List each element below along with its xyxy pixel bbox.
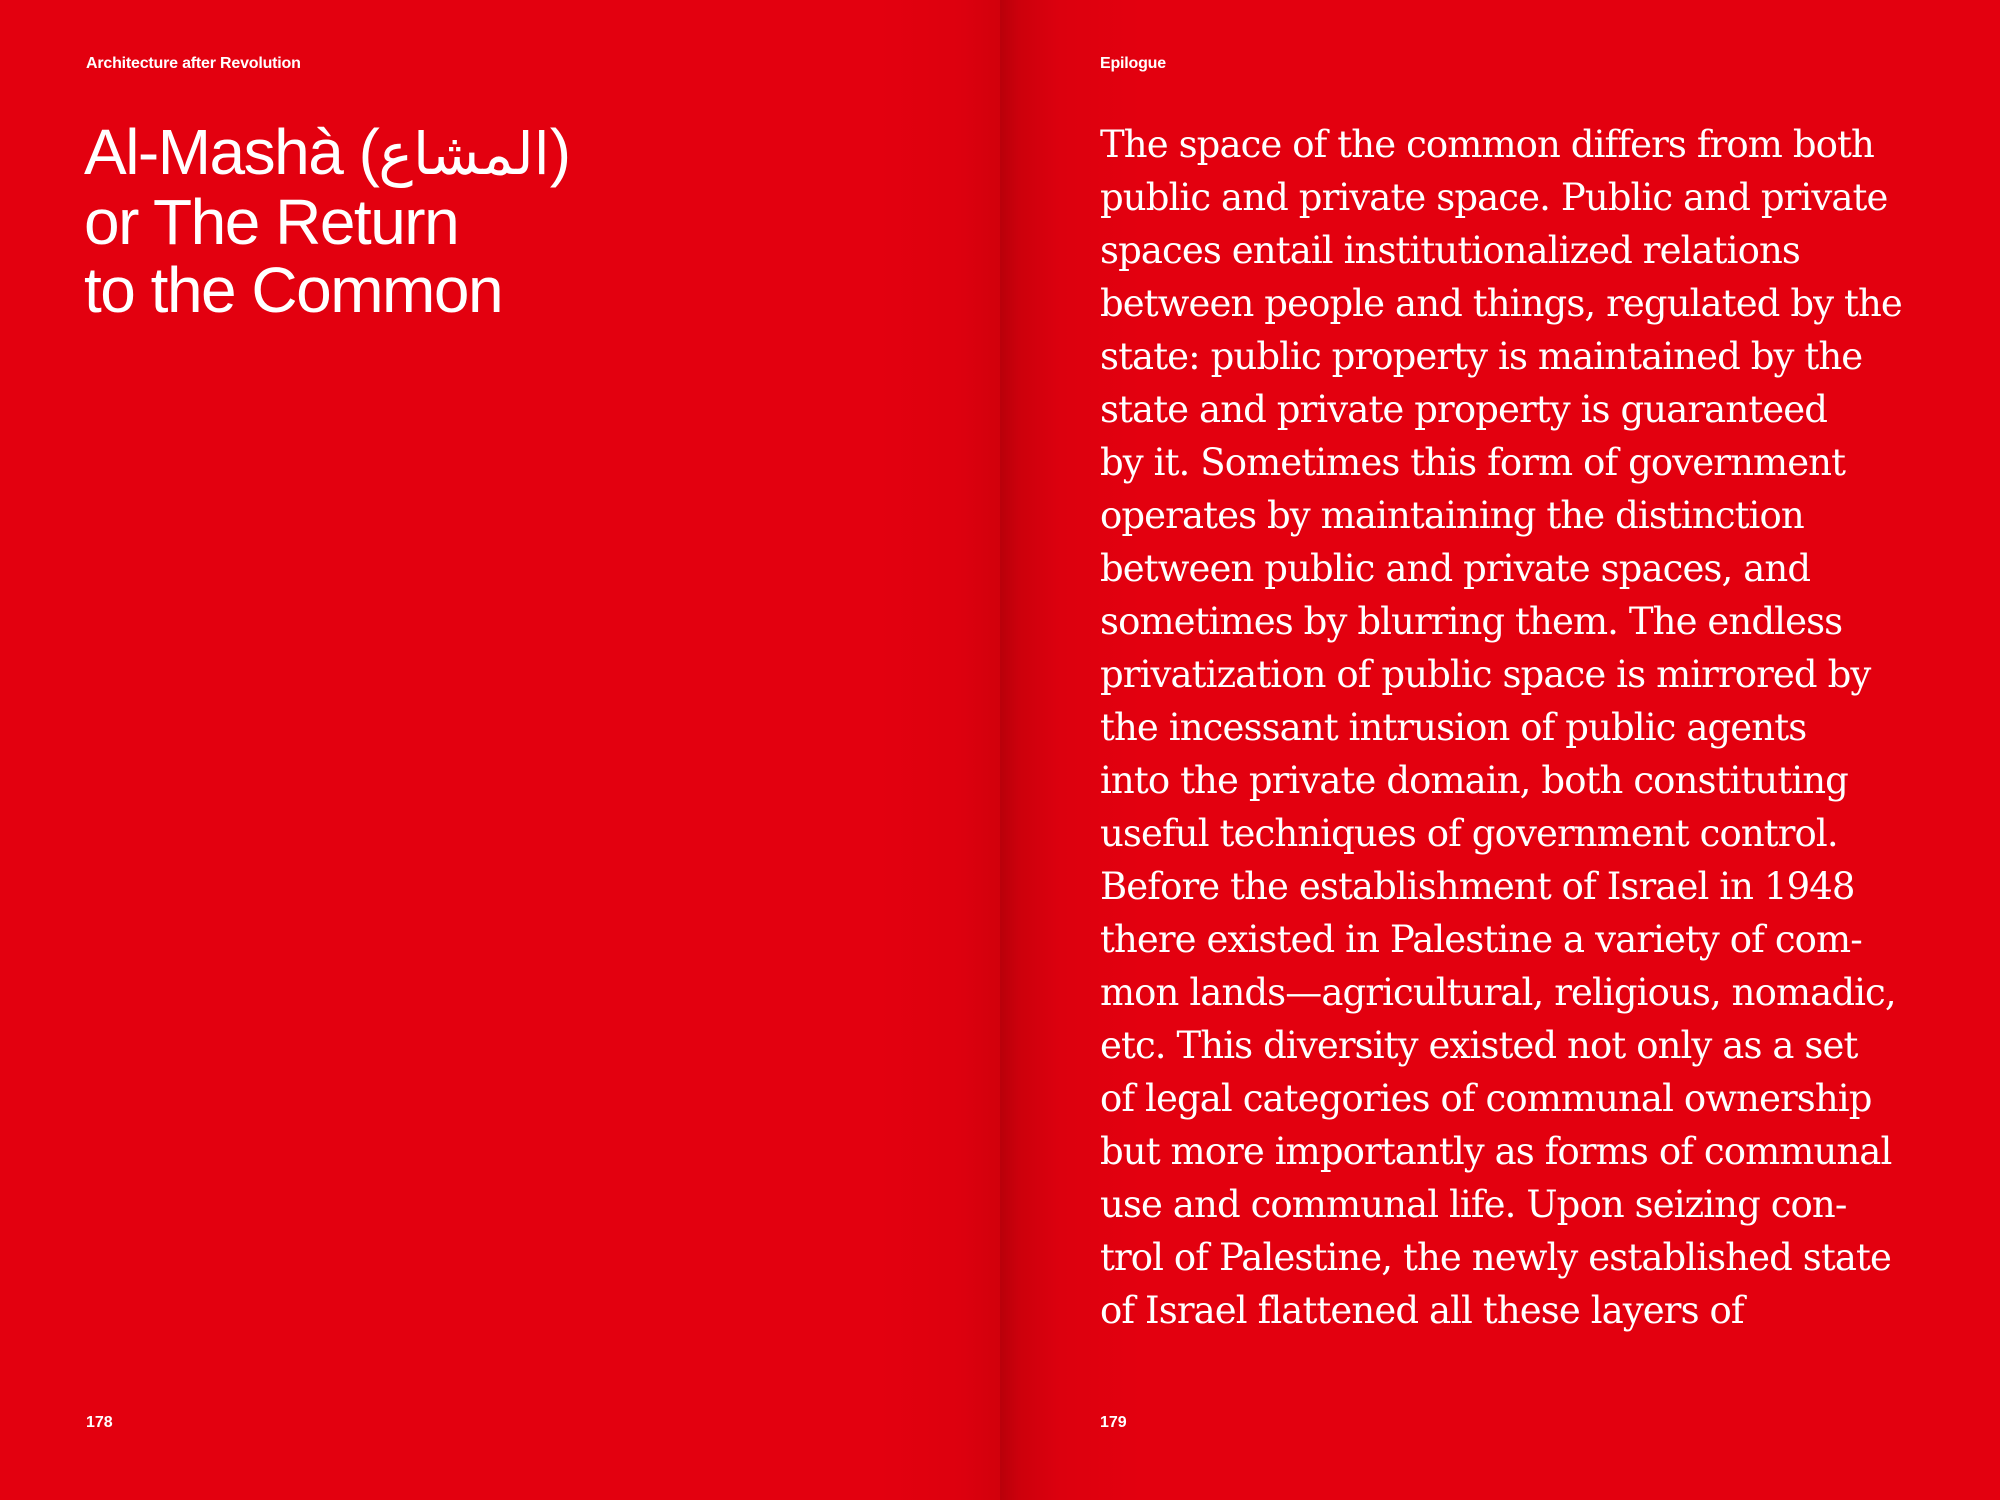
body-line: between people and things, regulated by the	[1100, 282, 1902, 325]
body-line: of legal categories of communal ownership	[1100, 1077, 1872, 1120]
body-line: operates by maintaining the distinction	[1100, 494, 1804, 537]
body-line: Before the establishment of Israel in 1948	[1100, 865, 1855, 908]
title-line-2: or The Return	[84, 186, 459, 258]
running-head-right: Epilogue	[1100, 55, 1166, 72]
body-line: but more importantly as forms of communal	[1100, 1130, 1892, 1173]
title-latin: Al-Mashà (	[84, 116, 379, 188]
running-head-left: Architecture after Revolution	[86, 55, 301, 72]
body-line: the incessant intrusion of public agents	[1100, 706, 1807, 749]
body-line: state: public property is maintained by the	[1100, 335, 1863, 378]
body-paragraph	[1100, 118, 1980, 1337]
body-line: into the private domain, both constituting	[1100, 759, 1848, 802]
body-line: useful techniques of government control.	[1100, 812, 1838, 855]
body-line: spaces entail institutionalized relations	[1100, 229, 1800, 272]
page-number-left: 178	[86, 1414, 113, 1431]
body-line: use and communal life. Upon seizing con-	[1100, 1183, 1847, 1226]
body-line: there existed in Palestine a variety of com-	[1100, 918, 1862, 961]
chapter-title	[84, 118, 570, 324]
body-line: sometimes by blurring them. The endless	[1100, 600, 1843, 643]
body-line: privatization of public space is mirrored by	[1100, 653, 1871, 696]
body-line: trol of Palestine, the newly established state	[1100, 1236, 1891, 1279]
body-line: of Israel flattened all these layers of	[1100, 1289, 1744, 1332]
title-line-1	[84, 118, 570, 188]
title-line-3: to the Common	[84, 254, 503, 326]
body-line: etc. This diversity existed not only as a set	[1100, 1024, 1858, 1067]
body-line: between public and private spaces, and	[1100, 547, 1811, 590]
title-close-paren: )	[549, 116, 570, 188]
page-number-right: 179	[1100, 1414, 1127, 1431]
body-line: public and private space. Public and private	[1100, 176, 1888, 219]
title-arabic: المشاع	[378, 120, 550, 188]
body-line: mon lands—agricultural, religious, nomadic,	[1100, 971, 1896, 1014]
right-page	[1000, 0, 2000, 1500]
body-line: The space of the common differs from both	[1100, 123, 1874, 166]
body-line: by it. Sometimes this form of government	[1100, 441, 1846, 484]
body-line: state and private property is guaranteed	[1100, 388, 1827, 431]
